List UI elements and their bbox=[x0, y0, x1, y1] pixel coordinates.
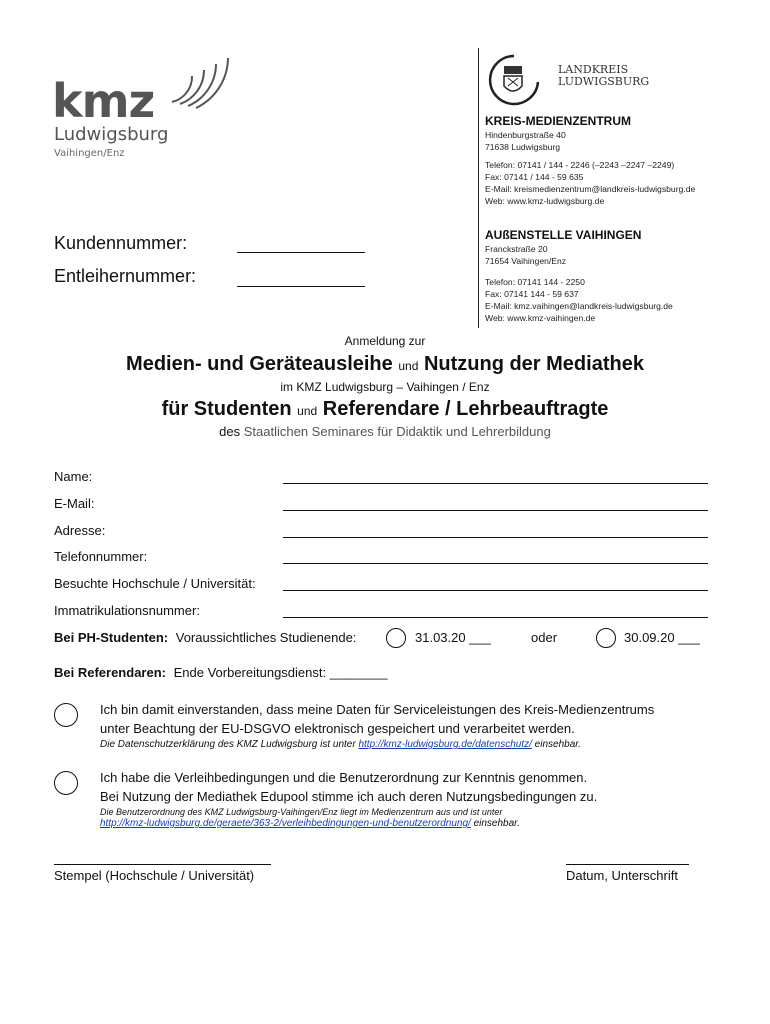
consent-privacy bbox=[100, 700, 740, 750]
logo-city: Ludwigsburg bbox=[54, 124, 169, 145]
logo-sub: Vaihingen/Enz bbox=[54, 148, 125, 159]
signal-waves-icon bbox=[152, 46, 232, 116]
kmz-contact bbox=[485, 114, 745, 207]
kmz-web: Web: www.kmz-ludwigsburg.de bbox=[485, 196, 605, 206]
terms-link[interactable]: http://kmz-ludwigsburg.de/geraete/363-2/verleihbedingungen-und-benutzerordnung/ bbox=[100, 818, 471, 829]
ph-option-2-radio[interactable] bbox=[596, 628, 616, 648]
consent-terms-line1: Ich habe die Verleihbedingungen und die Benutzerordnung zur Kenntnis genommen. bbox=[100, 770, 588, 785]
ref-row bbox=[54, 665, 388, 680]
kmz-fax: Fax: 07141 / 144 - 59 635 bbox=[485, 172, 584, 182]
stamp-label: Stempel (Hochschule / Universität) bbox=[54, 868, 255, 883]
ph-option-2-label: 30.09.20 ___ bbox=[624, 630, 700, 645]
ref-text: Ende Vorbereitungsdienst: ________ bbox=[173, 665, 388, 680]
signature-line[interactable] bbox=[566, 864, 689, 865]
aussenstelle-web: Web: www.kmz-vaihingen.de bbox=[485, 313, 596, 323]
email-field[interactable] bbox=[283, 510, 708, 511]
kmz-contact-title: KREIS-MEDIENZENTRUM bbox=[485, 114, 631, 128]
target-title-b: Referendare / Lehrbeauftragte bbox=[322, 398, 609, 420]
kmz-street: Hindenburgstraße 40 bbox=[485, 130, 566, 140]
consent-privacy-line2: unter Beachtung der EU-DSGVO elektronisch gespeichert und verarbeitet werden. bbox=[100, 721, 575, 736]
aussenstelle-title: AUßENSTELLE VAIHINGEN bbox=[485, 228, 642, 242]
target-title-und: und bbox=[297, 404, 318, 418]
signature-label: Datum, Unterschrift bbox=[566, 868, 678, 883]
kmz-email: E-Mail: kreismedienzentrum@landkreis-ludwigsburg.de bbox=[485, 184, 696, 194]
consent-terms-line2: Bei Nutzung der Mediathek Edupool stimme ich auch deren Nutzungsbedingungen zu. bbox=[100, 789, 598, 804]
entleihernummer-label: Entleihernummer: bbox=[54, 266, 197, 286]
consent-terms bbox=[100, 768, 740, 829]
main-title-und: und bbox=[398, 359, 419, 373]
landkreis-line1: LANDKREIS bbox=[558, 63, 629, 76]
consent-terms-link-line bbox=[100, 818, 740, 829]
university-field[interactable] bbox=[283, 590, 708, 591]
ph-label: Bei PH-Studenten: bbox=[54, 630, 169, 645]
name-label: Name: bbox=[54, 469, 93, 484]
intro-text: Anmeldung zur bbox=[344, 334, 426, 348]
main-title-b: Nutzung der Mediathek bbox=[423, 353, 644, 375]
entleihernummer-field[interactable] bbox=[237, 286, 365, 287]
consent-privacy-line1: Ich bin damit einverstanden, dass meine Daten für Serviceleistungen des Kreis-Medienzentrums bbox=[100, 702, 655, 717]
main-title bbox=[0, 353, 770, 376]
ph-oder: oder bbox=[531, 630, 558, 645]
aussenstelle-street: Franckstraße 20 bbox=[485, 244, 548, 254]
aussenstelle-email: E-Mail: kmz.vaihingen@landkreis-ludwigsburg.de bbox=[485, 301, 673, 311]
privacy-note-post: einsehbar. bbox=[531, 739, 582, 750]
coat-of-arms-icon bbox=[484, 52, 544, 106]
landkreis-logo bbox=[484, 50, 650, 106]
target-title bbox=[0, 398, 770, 421]
privacy-note-pre: Die Datenschutzerklärung des KMZ Ludwigsburg ist unter bbox=[100, 739, 359, 750]
privacy-link[interactable]: http://kmz-ludwigsburg.de/datenschutz/ bbox=[358, 739, 532, 750]
consent-privacy-note bbox=[100, 739, 740, 750]
header-divider bbox=[478, 48, 479, 328]
phone-field[interactable] bbox=[283, 563, 708, 564]
kundennummer-field[interactable] bbox=[237, 252, 365, 253]
main-title-a: Medien- und Geräteausleihe bbox=[126, 353, 393, 375]
name-field[interactable] bbox=[283, 483, 708, 484]
consent-terms-checkbox[interactable] bbox=[54, 771, 78, 795]
ph-text: Voraussichtliches Studienende: bbox=[175, 630, 357, 645]
target-title-a: für Studenten bbox=[161, 398, 292, 420]
aussenstelle-contact bbox=[485, 228, 745, 324]
kmz-city: 71638 Ludwigsburg bbox=[485, 142, 561, 152]
aussenstelle-fax: Fax: 07141 144 - 59 637 bbox=[485, 289, 579, 299]
address-label: Adresse: bbox=[54, 523, 106, 538]
university-label: Besuchte Hochschule / Universität: bbox=[54, 576, 256, 591]
matriculation-field[interactable] bbox=[283, 617, 708, 618]
phone-label: Telefonnummer: bbox=[54, 549, 148, 564]
seminar-line bbox=[0, 424, 770, 439]
consent-terms-note: Die Benutzerordnung des KMZ Ludwigsburg-Vaihingen/Enz liegt im Medienzentrum aus und ist unter bbox=[100, 807, 503, 817]
seminar-des: des bbox=[219, 424, 241, 439]
aussenstelle-phone: Telefon: 07141 144 - 2250 bbox=[485, 277, 585, 287]
logo-kmz-text: kmz bbox=[52, 74, 155, 128]
ref-label: Bei Referendaren: bbox=[54, 665, 166, 680]
ph-row bbox=[54, 630, 356, 645]
ph-option-1-radio[interactable] bbox=[386, 628, 406, 648]
consent-privacy-checkbox[interactable] bbox=[54, 703, 78, 727]
matriculation-label: Immatrikulationsnummer: bbox=[54, 603, 200, 618]
stamp-line[interactable] bbox=[54, 864, 271, 865]
location-text: im KMZ Ludwigsburg – Vaihingen / Enz bbox=[280, 380, 490, 394]
seminar-name: Staatlichen Seminares für Didaktik und Lehrerbildung bbox=[243, 424, 551, 439]
kmz-phone: Telefon: 07141 / 144 - 2246 (–2243 –2247 –2249) bbox=[485, 160, 675, 170]
kmz-logo bbox=[52, 70, 222, 160]
kundennummer-label: Kundennummer: bbox=[54, 233, 188, 253]
landkreis-line2: LUDWIGSBURG bbox=[558, 75, 650, 88]
aussenstelle-city: 71654 Vaihingen/Enz bbox=[485, 256, 567, 266]
ph-option-1-label: 31.03.20 ___ bbox=[415, 630, 491, 645]
terms-note-post: einsehbar. bbox=[470, 818, 520, 829]
email-label: E-Mail: bbox=[54, 496, 95, 511]
address-field[interactable] bbox=[283, 537, 708, 538]
